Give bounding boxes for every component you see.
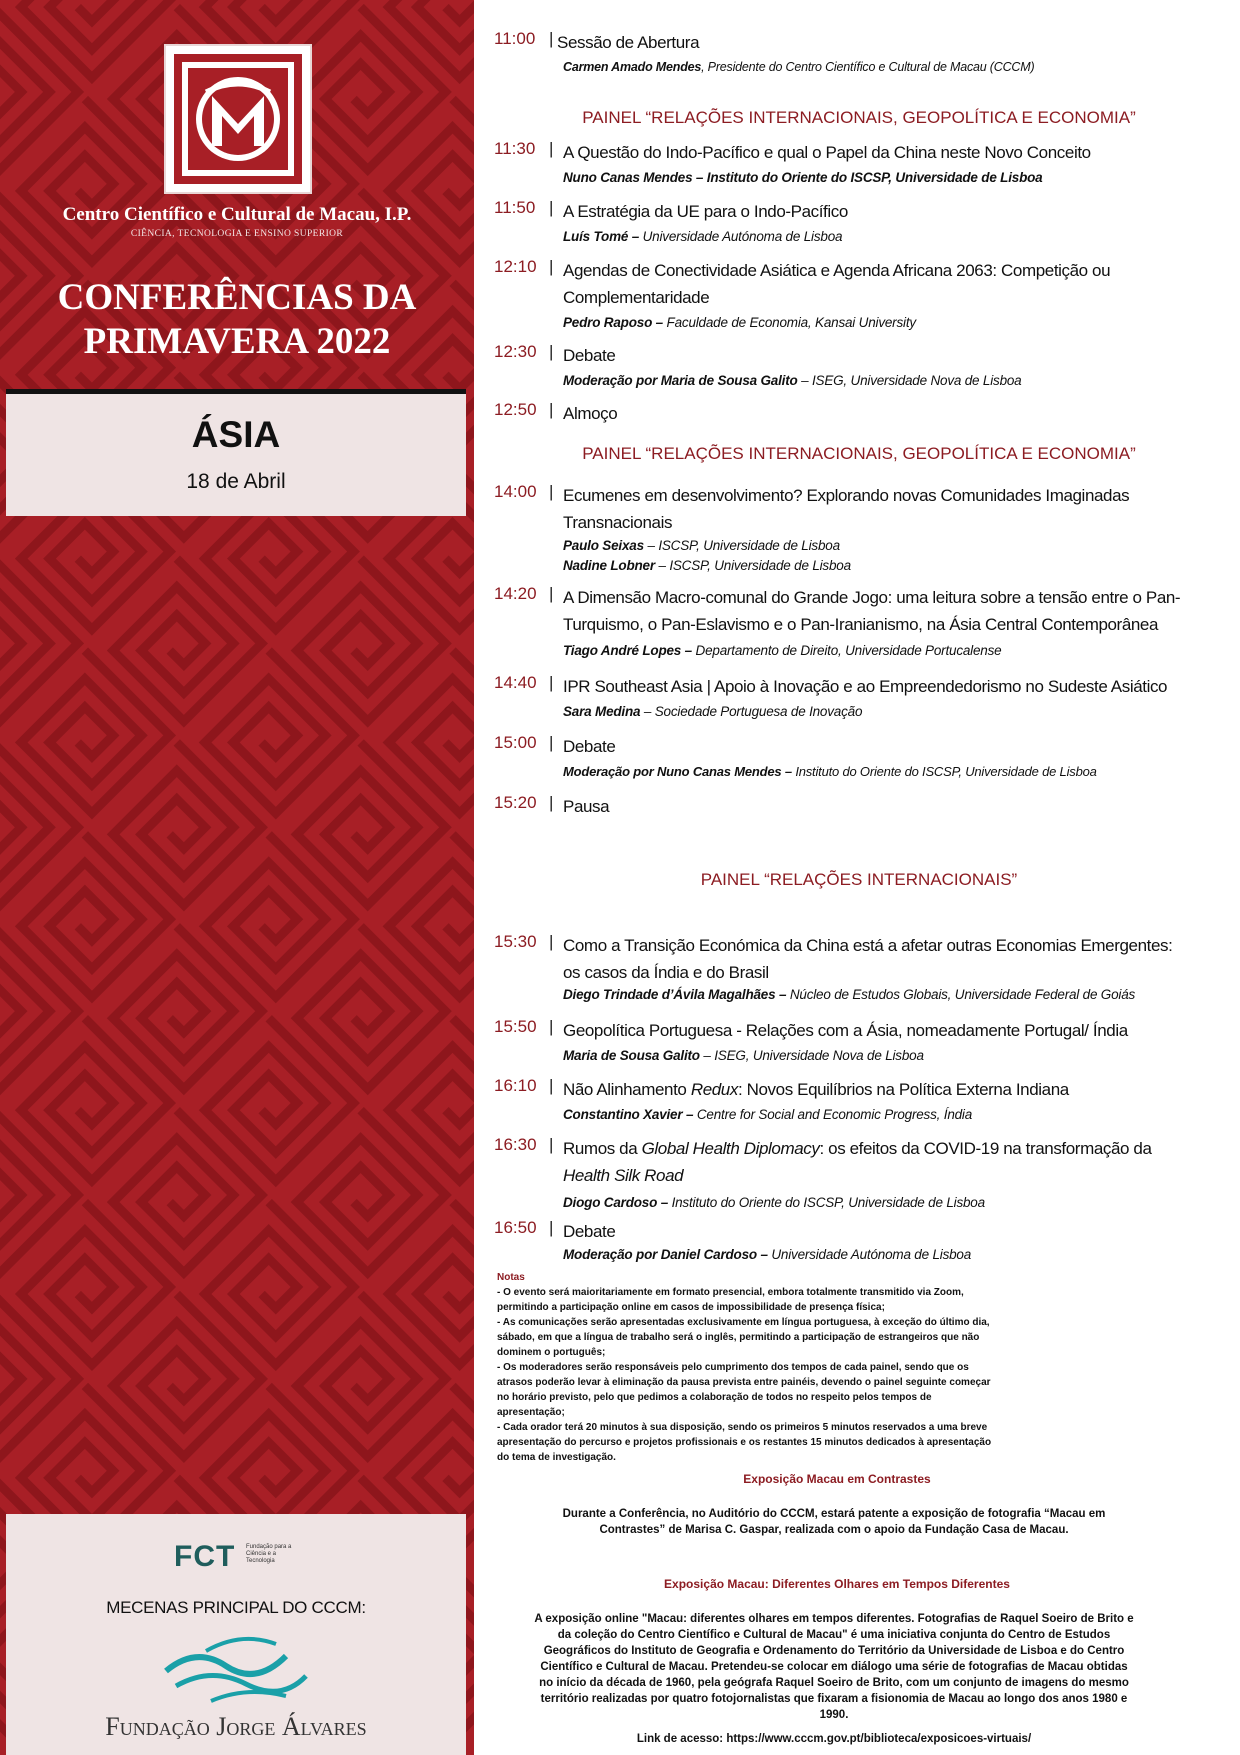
time-separator: | xyxy=(549,482,554,501)
conference-title-line1: CONFERÊNCIAS DA xyxy=(57,277,417,318)
session-time: 15:20 xyxy=(494,793,537,812)
session-time: 14:40 xyxy=(494,673,537,692)
session-speaker: Luís Tomé – Universidade Autónoma de Lisboa xyxy=(563,229,843,244)
session-title: Geopolítica Portuguesa - Relações com a Ásia, nomeadamente Portugal/ Índia xyxy=(563,1021,1128,1040)
panel-heading: PAINEL “RELAÇÕES INTERNACIONAIS” xyxy=(700,870,1018,889)
region-box xyxy=(6,394,466,516)
session-time: 14:20 xyxy=(494,584,537,603)
exhibition-link[interactable]: Link de acesso: https://www.cccm.gov.pt/biblioteca/exposicoes-virtuais/ xyxy=(636,1733,1032,1745)
maze-background-pattern xyxy=(0,0,474,1755)
session-speaker: Moderação por Maria de Sousa Galito – ISEG, Universidade Nova de Lisboa xyxy=(563,373,1022,388)
exhibition-text: A exposição online "Macau: diferentes olhares em tempos diferentes. Fotografias de Raquel Soeiro de Brito e da coleção do Centro Científico e Cultural de Macau" é uma iniciativa conjunta do Centro de Estudos Geográficos do Instituto de Geografia e Ordenamento do Território da Universidade de Lisboa e do Centro Científico e Cultural de Macau. Pretendeu-se colocar em diálogo uma série de fotografias de Macau obtidas no início da década de 1960, pela geógrafa Raquel Soeiro de Brito, com um conjunto de imagens do mesmo território realizadas por quatro fotojornalistas que fixaram a fisionomia de Macau ao longo dos anos 1980 e 1990. xyxy=(534,1613,1134,1721)
time-separator: | xyxy=(549,1218,554,1237)
note-item: - As comunicações serão apresentadas exclusivamente em língua portuguesa, à exceção do último dia, sábado, em que a língua de trabalho será o inglês, permitindo a participação de estrangeiros que não dominem o português; xyxy=(497,1317,990,1358)
session-time: 12:50 xyxy=(494,400,537,419)
cccm-logo xyxy=(164,44,312,194)
session-time: 14:00 xyxy=(494,482,537,501)
mecenas-label: MECENAS PRINCIPAL DO CCCM: xyxy=(106,1598,366,1617)
fct-caption: Fundação para a Ciência e a Tecnologia xyxy=(246,1544,292,1564)
time-separator: | xyxy=(549,29,554,48)
session-speaker: Diego Trindade d’Ávila Magalhães – Núcleo de Estudos Globais, Universidade Federal de Goiás xyxy=(563,987,1136,1002)
session-speaker: Pedro Raposo – Faculdade de Economia, Kansai University xyxy=(563,315,916,330)
time-separator: | xyxy=(549,400,554,419)
session-title: Pausa xyxy=(563,797,610,816)
session-time: 15:00 xyxy=(494,733,537,752)
time-separator: | xyxy=(549,1017,554,1036)
exhibition-title: Exposição Macau: Diferentes Olhares em Tempos Diferentes xyxy=(664,1577,1010,1591)
session-speaker: Paulo Seixas – ISCSP, Universidade de Lisboa xyxy=(563,538,840,553)
session-speaker: Nuno Canas Mendes – Instituto do Oriente do ISCSP, Universidade de Lisboa xyxy=(563,170,1043,185)
conference-title xyxy=(0,276,474,364)
session-time: 12:30 xyxy=(494,342,537,361)
time-separator: | xyxy=(549,733,554,752)
session-speaker: Constantino Xavier – Centre for Social and Economic Progress, Índia xyxy=(563,1107,973,1122)
session-title: Debate xyxy=(563,1222,616,1241)
session-title: Sessão de Abertura xyxy=(557,33,700,52)
notes-title: Notas xyxy=(497,1272,525,1283)
wave-logo-icon xyxy=(156,1626,316,1706)
session-time: 12:10 xyxy=(494,257,537,276)
session-speaker: Sara Medina – Sociedade Portuguesa de Inovação xyxy=(563,704,863,719)
session-time: 16:10 xyxy=(494,1076,537,1095)
session-speaker: Moderação por Daniel Cardoso – Universidade Autónoma de Lisboa xyxy=(563,1247,972,1262)
session-time: 15:30 xyxy=(494,932,537,951)
session-title: Como a Transição Económica da China está a afetar outras Economias Emergentes: os casos da Índia e do Brasil xyxy=(563,936,1173,982)
session-title: IPR Southeast Asia | Apoio à Inovação e ao Empreendedorismo no Sudeste Asiático xyxy=(563,677,1168,696)
session-time: 15:50 xyxy=(494,1017,537,1036)
session-speaker: Tiago André Lopes – Departamento de Direito, Universidade Portucalense xyxy=(563,643,1002,658)
session-title: Agendas de Conectividade Asiática e Agenda Africana 2063: Competição ou Complementaridade xyxy=(563,261,1111,307)
region-title: ÁSIA xyxy=(191,414,281,455)
panel-heading: PAINEL “RELAÇÕES INTERNACIONAIS, GEOPOLÍTICA E ECONOMIA” xyxy=(582,444,1136,463)
time-separator: | xyxy=(549,932,554,951)
time-separator: | xyxy=(549,1135,554,1154)
session-speaker: Diogo Cardoso – Instituto do Oriente do ISCSP, Universidade de Lisboa xyxy=(563,1195,985,1210)
session-time: 11:00 xyxy=(494,29,536,48)
org-subtitle: CIÊNCIA, TECNOLOGIA E ENSINO SUPERIOR xyxy=(130,229,344,239)
session-time: 11:30 xyxy=(494,139,536,158)
time-separator: | xyxy=(549,673,554,692)
session-time: 16:30 xyxy=(494,1135,537,1154)
conference-title-line2: PRIMAVERA 2022 xyxy=(83,321,391,362)
session-title: Ecumenes em desenvolvimento? Explorando novas Comunidades Imaginadas Transnacionais xyxy=(563,486,1130,532)
time-separator: | xyxy=(549,198,554,217)
sidebar xyxy=(0,0,474,1755)
session-title: Rumos da Global Health Diplomacy: os efeitos da COVID-19 na transformação da Health Silk Road xyxy=(563,1139,1152,1185)
session-speaker: Carmen Amado Mendes, Presidente do Centro Científico e Cultural de Macau (CCCM) xyxy=(563,60,1035,74)
session-speaker: Maria de Sousa Galito – ISEG, Universidade Nova de Lisboa xyxy=(563,1048,924,1063)
foundation-name: Fundação Jorge Álvares xyxy=(105,1712,367,1741)
time-separator: | xyxy=(549,1076,554,1095)
sponsor-box xyxy=(6,1514,466,1755)
session-title: Não Alinhamento Redux: Novos Equilíbrios na Política Externa Indiana xyxy=(563,1080,1069,1099)
session-time: 16:50 xyxy=(494,1218,537,1237)
session-title: Almoço xyxy=(563,404,618,423)
time-separator: | xyxy=(549,342,554,361)
time-separator: | xyxy=(549,257,554,276)
time-separator: | xyxy=(549,793,554,812)
event-date: 18 de Abril xyxy=(186,470,286,493)
session-title: Debate xyxy=(563,346,616,365)
org-name: Centro Científico e Cultural de Macau, I.P. xyxy=(62,204,412,225)
time-separator: | xyxy=(549,139,554,158)
exhibition-text: Durante a Conferência, no Auditório do CCCM, estará patente a exposição de fotografia “Macau em Contrastes” de Marisa C. Gaspar, realizada com o apoio da Fundação Casa de Macau. xyxy=(562,1508,1106,1536)
note-item: - O evento será maioritariamente em formato presencial, embora totalmente transmitido via Zoom, permitindo a participação online em casos de impossibilidade de presença física; xyxy=(497,1287,964,1313)
session-title: A Estratégia da UE para o Indo-Pacífico xyxy=(563,202,848,221)
exhibition-title: Exposição Macau em Contrastes xyxy=(743,1472,931,1486)
session-speaker: Moderação por Nuno Canas Mendes – Instituto do Oriente do ISCSP, Universidade de Lisboa xyxy=(563,764,1097,779)
session-title: A Questão do Indo-Pacífico e qual o Papel da China neste Novo Conceito xyxy=(563,143,1091,162)
note-item: - Os moderadores serão responsáveis pelo cumprimento dos tempos de cada painel, sendo que os atrasos poderão levar à eliminação da pausa prevista entre painéis, devendo o painel seguinte começar no horário previsto, pelo que pedimos a colaboração de todos no respeito pelos tempos de apresentação; xyxy=(497,1362,991,1418)
time-separator: | xyxy=(549,584,554,603)
panel-heading: PAINEL “RELAÇÕES INTERNACIONAIS, GEOPOLÍTICA E ECONOMIA” xyxy=(582,108,1136,127)
fct-logo: FCT xyxy=(174,1540,236,1573)
session-title: Debate xyxy=(563,737,616,756)
session-speaker: Nadine Lobner – ISCSP, Universidade de Lisboa xyxy=(563,558,851,573)
session-title: A Dimensão Macro-comunal do Grande Jogo: uma leitura sobre a tensão entre o Pan-Turquismo, o Pan-Eslavismo e o Pan-Iranianismo, na Ásia Central Contemporânea xyxy=(563,588,1181,634)
note-item: - Cada orador terá 20 minutos à sua disposição, sendo os primeiros 5 minutos reservados a uma breve apresentação do percurso e projetos profissionais e os restantes 15 minutos dedicados à apresentação do tema de investigação. xyxy=(497,1422,992,1463)
session-time: 11:50 xyxy=(494,198,536,217)
notes xyxy=(497,1270,997,1465)
